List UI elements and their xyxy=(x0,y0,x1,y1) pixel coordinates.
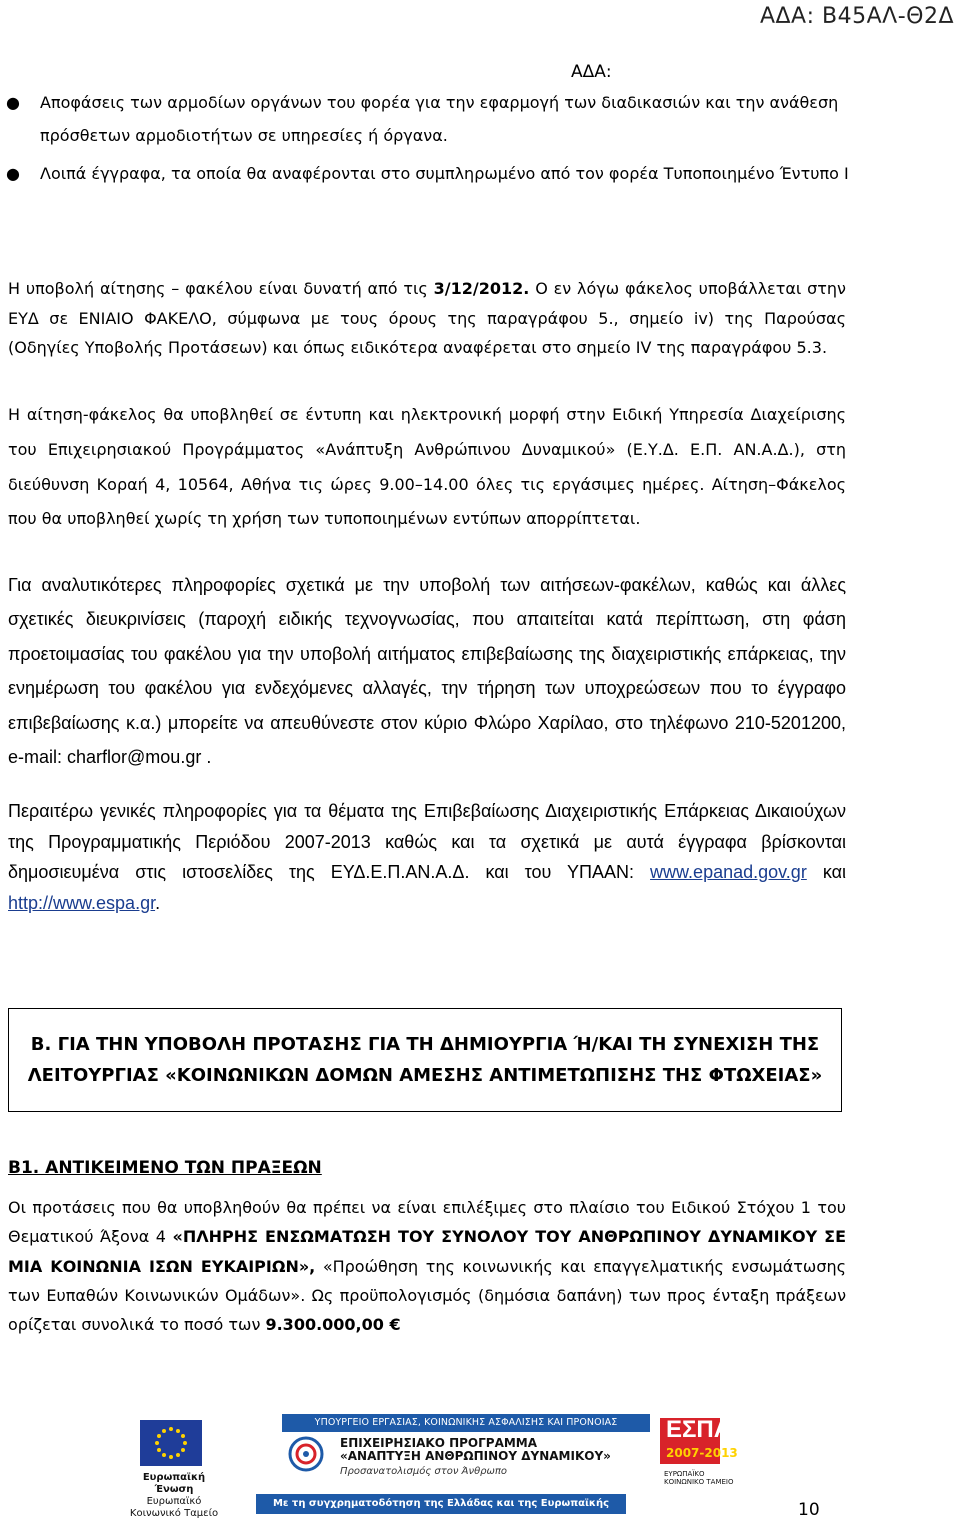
text: Οι προτάσεις που θα υποβληθούν θα πρέπει να είναι επιλέξιμες στο πλαίσιο του Ειδικού Στόχου 1 του Θεματικού Άξονα 4 xyxy=(8,1198,846,1247)
eu-flag-icon xyxy=(140,1420,202,1466)
text: και xyxy=(806,862,846,883)
program-line1: ΕΠΙΧΕΙΡΗΣΙΑΚΟ ΠΡΟΓΡΑΜΜΑ xyxy=(340,1436,538,1450)
espa-word: ΕΣΠΑ xyxy=(666,1416,732,1443)
section-b-title: Β. ΓΙΑ ΤΗΝ ΥΠΟΒΟΛΗ ΠΡΟΤΑΣΗΣ ΓΙΑ ΤΗ ΔΗΜΙΟΥΡΓΙΑ Ή/ΚΑΙ ΤΗ ΣΥΝΕΧΙΣΗ ΤΗΣ ΛΕΙΤΟΥΡΓΙΑΣ «ΚΟΙΝΩΝΙΚΩΝ ΔΟΜΩΝ ΑΜΕΣΗΣ ΑΝΤΙΜΕΤΩΠΙΣΗΣ ΤΗΣ ΦΤΩΧΕΙΑΣ» xyxy=(27,1034,823,1086)
bullet-text: Λοιπά έγγραφα, τα οποία θα αναφέρονται στο συμπληρωμένο από τον φορέα Τυποποιημένο Έντυπο Ι xyxy=(40,164,849,183)
budget-amount: 9.300.000,00 € xyxy=(265,1315,401,1335)
paragraph-contact-info: Για αναλυτικότερες πληροφορίες σχετικά με την υποβολή των αιτήσεων-φακέλων, καθώς και άλλες σχετικές διευκρινίσεις (παροχή ειδικής τεχνογνωσίας, που απαιτείται κατά περίπτωση, στη φάση προετοιμασίας του φακέλου για την υποβολή αιτήματος επιβεβαίωσης της διαχειριστικής επάρκειας, την ενημέρωση του φακέλου για ενδεχόμενες αλλαγές, την τήρηση των υποχρεώσεων που το έγγραφο επιβεβαίωσης κ.α.) μπορείτε να απευθύνεστε στον κύριο Φλώρο Χαρίλαο, στο τηλέφωνο 210-5201200, e-mail: charflor@mou.gr . xyxy=(8,575,846,768)
eu-caption xyxy=(124,1472,224,1520)
program-line2: «ΑΝΑΠΤΥΞΗ ΑΝΘΡΩΠΙΝΟΥ ΔΥΝΑΜΙΚΟΥ» xyxy=(340,1449,611,1463)
ada-header: ΑΔΑ: Β45ΑΛ-Θ2Δ xyxy=(759,4,954,29)
cofund-banner: Με τη συγχρηματοδότηση της Ελλάδας και της Ευρωπαϊκής Ένωσης xyxy=(256,1494,626,1514)
footer-logos xyxy=(0,1410,960,1529)
section-b-title-box xyxy=(8,1008,842,1112)
eu-fund: Ευρωπαϊκό Κοινωνικό Ταμείο xyxy=(129,1496,219,1519)
text: «Προώθηση της κοινωνικής και επαγγελματικής ενσωμάτωσης των Ευπαθών Κοινωνικών Ομάδων». Ως προϋπολογισμός (δημόσια δαπάνη) των προς ένταξη πράξεων ορίζεται συνολικά το ποσό των xyxy=(8,1256,846,1335)
text: Περαιτέρω γενικές πληροφορίες για τα θέματα της Επιβεβαίωσης Διαχειριστικής Επάρκειας Δικαιούχων της Προγραμματικής Περιόδου 2007-2013 καθώς και τα σχετικά με αυτά έγγραφα βρίσκονται δημοσιευμένα στις ιστοσελίδες της ΕΥΔ.Ε.Π.ΑΝ.Α.Δ. και του ΥΠΑΑΝ: xyxy=(8,801,846,883)
program-name xyxy=(340,1437,611,1463)
ministry-banner: ΥΠΟΥΡΓΕΙΟ ΕΡΓΑΣΙΑΣ, ΚΟΙΝΩΝΙΚΗΣ ΑΣΦΑΛΙΣΗΣ ΚΑΙ ΠΡΟΝΟΙΑΣ xyxy=(282,1414,650,1432)
eu-name: Ευρωπαϊκή Ένωση xyxy=(142,1472,206,1495)
paragraph-object xyxy=(8,1193,846,1339)
paragraph-submission-date xyxy=(8,274,846,363)
paragraph-submission-method: Η αίτηση-φάκελος θα υποβληθεί σε έντυπη και ηλεκτρονική μορφή στην Ειδική Υπηρεσία Διαχείρισης του Επιχειρησιακού Προγράμματος «Ανάπτυξη Ανθρώπινου Δυναμικού» (Ε.Υ.Δ. Ε.Π. ΑΝ.Α.Δ.), στη διεύθυνση Κοραή 4, 10564, Αθήνα τις ώρες 9.00–14.00 όλες τις εργάσιμες ημέρες. Αίτηση–Φάκελος που θα υποβληθεί χωρίς τη χρήση των τυποποιημένων εντύπων απορρίπτεται. xyxy=(8,405,846,529)
program-slogan: Προσανατολισμός στον Άνθρωπο xyxy=(340,1466,508,1477)
paragraph-further-info xyxy=(8,796,846,919)
program-logo-icon xyxy=(288,1436,324,1472)
list-item xyxy=(0,157,860,190)
bullet-text: Αποφάσεις των αρμοδίων οργάνων του φορέα για την εφαρμογή των διαδικασιών και την ανάθεση πρόσθετων αρμοδιοτήτων σε υπηρεσίες ή όργανα. xyxy=(40,93,839,145)
axis-title: «ΠΛΗΡΗΣ ΕΝΣΩΜΑΤΩΣΗ ΤΟΥ ΣΥΝΟΛΟΥ ΤΟΥ ΑΝΘΡΩΠΙΝΟΥ ΔΥΝΑΜΙΚΟΥ ΣΕ ΜΙΑ ΚΟΙΝΩΝΙΑ ΙΣΩΝ ΕΥΚΑΙΡΙΩΝ», xyxy=(8,1227,847,1276)
text: . xyxy=(155,893,161,914)
link-epanad[interactable]: www.epanad.gov.gr xyxy=(650,862,807,883)
bullet-icon: ● xyxy=(6,93,20,112)
text: Ο εν λόγω φάκελος υποβάλλεται στην ΕΥΔ σε ΕΝΙΑΙΟ ΦΑΚΕΛΟ, σύμφωνα με τους όρους της παραγράφου 5., σημείο iv) της Παρούσας (Οδηγίες Υποβολής Προτάσεων) και όπως ειδικότερα αναφέρεται στο σημείο IV της παραγράφου 5.3. xyxy=(8,279,846,357)
page-number: 10 xyxy=(798,1500,820,1520)
bullet-icon: ● xyxy=(6,164,20,183)
submission-date: 3/12/2012. xyxy=(433,279,530,298)
bullet-list xyxy=(0,86,860,190)
text: Η υποβολή αίτησης – φακέλου είναι δυνατή από τις xyxy=(8,279,434,298)
link-espa[interactable]: http://www.espa.gr xyxy=(8,893,156,914)
list-item xyxy=(0,86,860,152)
espa-years: 2007-2013 xyxy=(666,1446,738,1460)
espa-caption: ΕΥΡΩΠΑΪΚΟ ΚΟΙΝΩΝΙΚΟ ΤΑΜΕΙΟ xyxy=(664,1470,734,1486)
ada-label: ΑΔΑ: xyxy=(571,62,612,82)
section-b1-heading: Β1. ΑΝΤΙΚΕΙΜΕΝΟ ΤΩΝ ΠΡΑΞΕΩΝ xyxy=(8,1158,322,1178)
